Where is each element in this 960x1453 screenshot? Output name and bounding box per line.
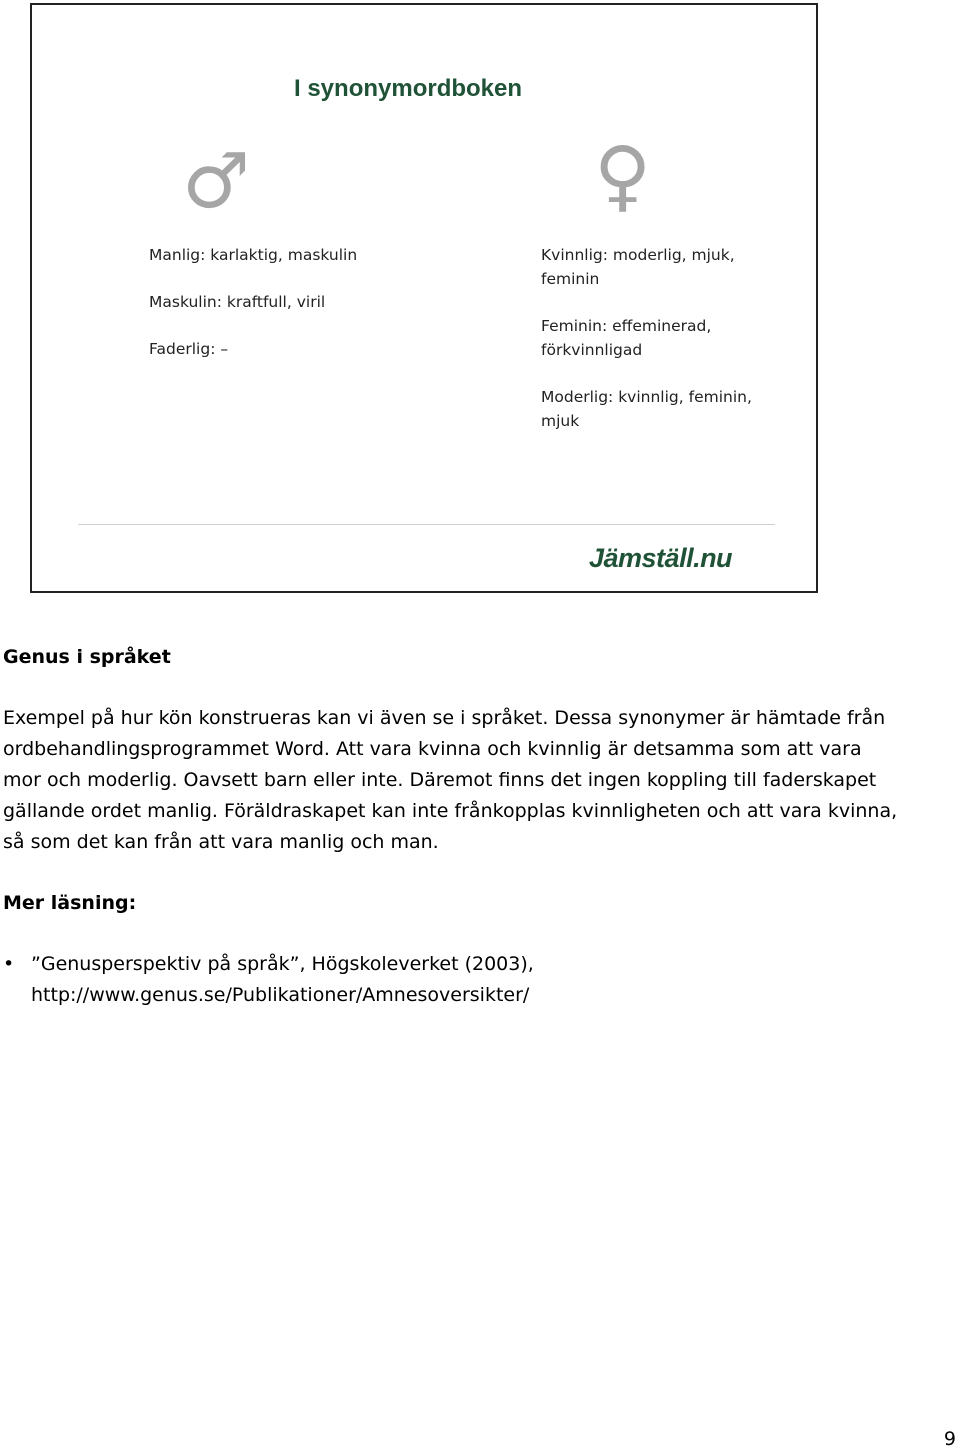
synonym-entry: Faderlig: – — [149, 340, 229, 358]
notes-heading: Genus i språket — [3, 646, 171, 668]
male-symbol-icon: ♂ — [182, 136, 251, 225]
reading-heading: Mer läsning: — [3, 892, 137, 914]
reference-citation: ”Genusperspektiv på språk”, Högskoleverket (2003), — [31, 953, 534, 975]
female-synonyms-column — [541, 243, 791, 456]
female-symbol-icon: ♀ — [594, 131, 652, 221]
page-number: 9 — [943, 1428, 956, 1450]
synonym-entry: Moderlig: kvinnlig, feminin, mjuk — [541, 388, 752, 430]
brand-logo: Jämställ.nu — [589, 543, 733, 573]
synonym-entry: Feminin: effeminerad, förkvinnligad — [541, 317, 712, 359]
bullet-icon: • — [3, 953, 15, 975]
synonym-entry: Manlig: karlaktig, maskulin — [149, 246, 358, 264]
synonym-entry: Maskulin: kraftfull, viril — [149, 293, 326, 311]
slide-frame — [30, 3, 818, 593]
male-synonyms-column — [149, 243, 399, 384]
notes-paragraph: Exempel på hur kön konstrueras kan vi även se i språket. Dessa synonymer är hämtade från ordbehandlingsprogrammet Word. Att vara kvinna och kvinnlig är detsamma som att vara mor och moderlig. Oavsett barn eller inte. Däremot finns det ingen koppling till faderskapet gällande ordet manlig. Föräldraskapet kan inte frånkopplas kvinnligheten och att vara kvinna, så som det kan från att vara manlig och man. — [3, 707, 898, 853]
speaker-notes — [3, 642, 903, 1011]
reference-link[interactable]: http://www.genus.se/Publikationer/Amnesoversikter/ — [31, 984, 530, 1006]
slide-divider — [78, 524, 775, 525]
reference-item — [3, 949, 903, 1011]
slide-title: I synonymordboken — [294, 75, 523, 102]
synonym-entry: Kvinnlig: moderlig, mjuk, feminin — [541, 246, 735, 288]
